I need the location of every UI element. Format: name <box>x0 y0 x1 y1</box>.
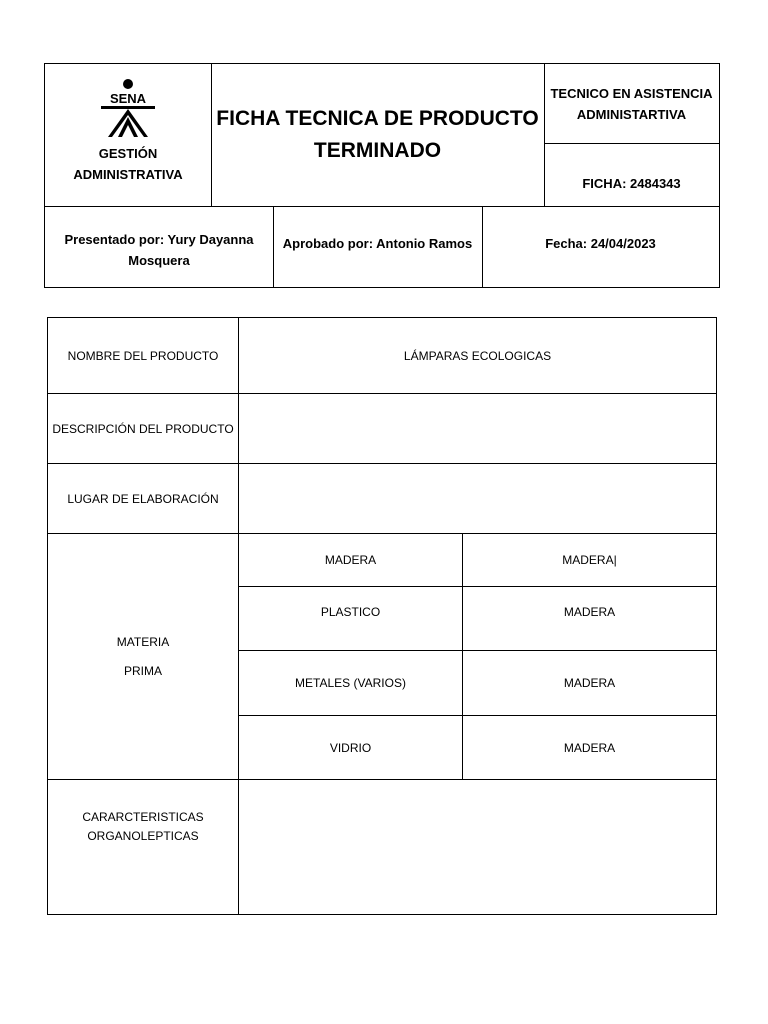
presented-by: Presentado por: Yury Dayanna Mosquera <box>64 231 254 268</box>
product-name-label: NOMBRE DEL PRODUCTO <box>48 318 239 393</box>
product-description-value <box>239 394 716 463</box>
presented-by-cell <box>45 206 273 287</box>
raw-material-row <box>239 716 716 779</box>
document-title: FICHA TECNICA DE PRODUCTO TERMINADO <box>216 107 539 162</box>
program-cell <box>544 64 719 144</box>
product-description-row <box>48 394 716 464</box>
approved-by: Aprobado por: Antonio Ramos <box>282 236 473 251</box>
ficha-cell <box>544 144 719 206</box>
product-table <box>47 317 717 915</box>
material-value: MADERA <box>563 740 616 755</box>
raw-material-grid <box>239 534 716 779</box>
department-label: GESTIÓN ADMINISTRATIVA <box>73 146 183 182</box>
logo-cell <box>45 64 211 206</box>
date: Fecha: 24/04/2023 <box>545 236 656 251</box>
raw-material-label: MATERIA PRIMA <box>48 534 239 779</box>
product-name-value: LÁMPARAS ECOLOGICAS <box>403 348 552 363</box>
material-value: MADERA <box>563 605 616 619</box>
title-cell <box>211 64 544 206</box>
material-name: PLASTICO <box>239 587 463 650</box>
logo-text: SENA <box>109 91 147 106</box>
organoleptic-label: CARARCTERISTICAS ORGANOLEPTICAS <box>48 780 239 914</box>
place-label: LUGAR DE ELABORACIÓN <box>48 464 239 533</box>
organoleptic-value <box>239 780 716 914</box>
program-name: TECNICO EN ASISTENCIA ADMINISTARTIVA <box>550 85 713 122</box>
raw-material-row <box>239 587 716 651</box>
raw-material-row <box>239 534 716 587</box>
sena-logo <box>98 79 158 141</box>
material-name: VIDRIO <box>239 716 463 779</box>
material-value: MADERA| <box>562 553 617 567</box>
raw-material-section <box>48 534 716 780</box>
raw-material-row <box>239 651 716 716</box>
header-table <box>44 63 720 288</box>
ficha-number: FICHA: 2484343 <box>582 175 681 191</box>
product-name-row <box>48 318 716 394</box>
product-description-label: DESCRIPCIÓN DEL PRODUCTO <box>48 394 239 463</box>
header-bottom-row <box>45 206 719 287</box>
place-value <box>239 464 716 533</box>
date-cell <box>482 206 719 287</box>
material-name: METALES (VARIOS) <box>239 651 463 715</box>
approved-by-cell <box>273 206 482 287</box>
material-value: MADERA <box>563 676 616 690</box>
place-row <box>48 464 716 534</box>
material-name: MADERA <box>239 534 463 586</box>
header-top-row <box>45 64 719 207</box>
